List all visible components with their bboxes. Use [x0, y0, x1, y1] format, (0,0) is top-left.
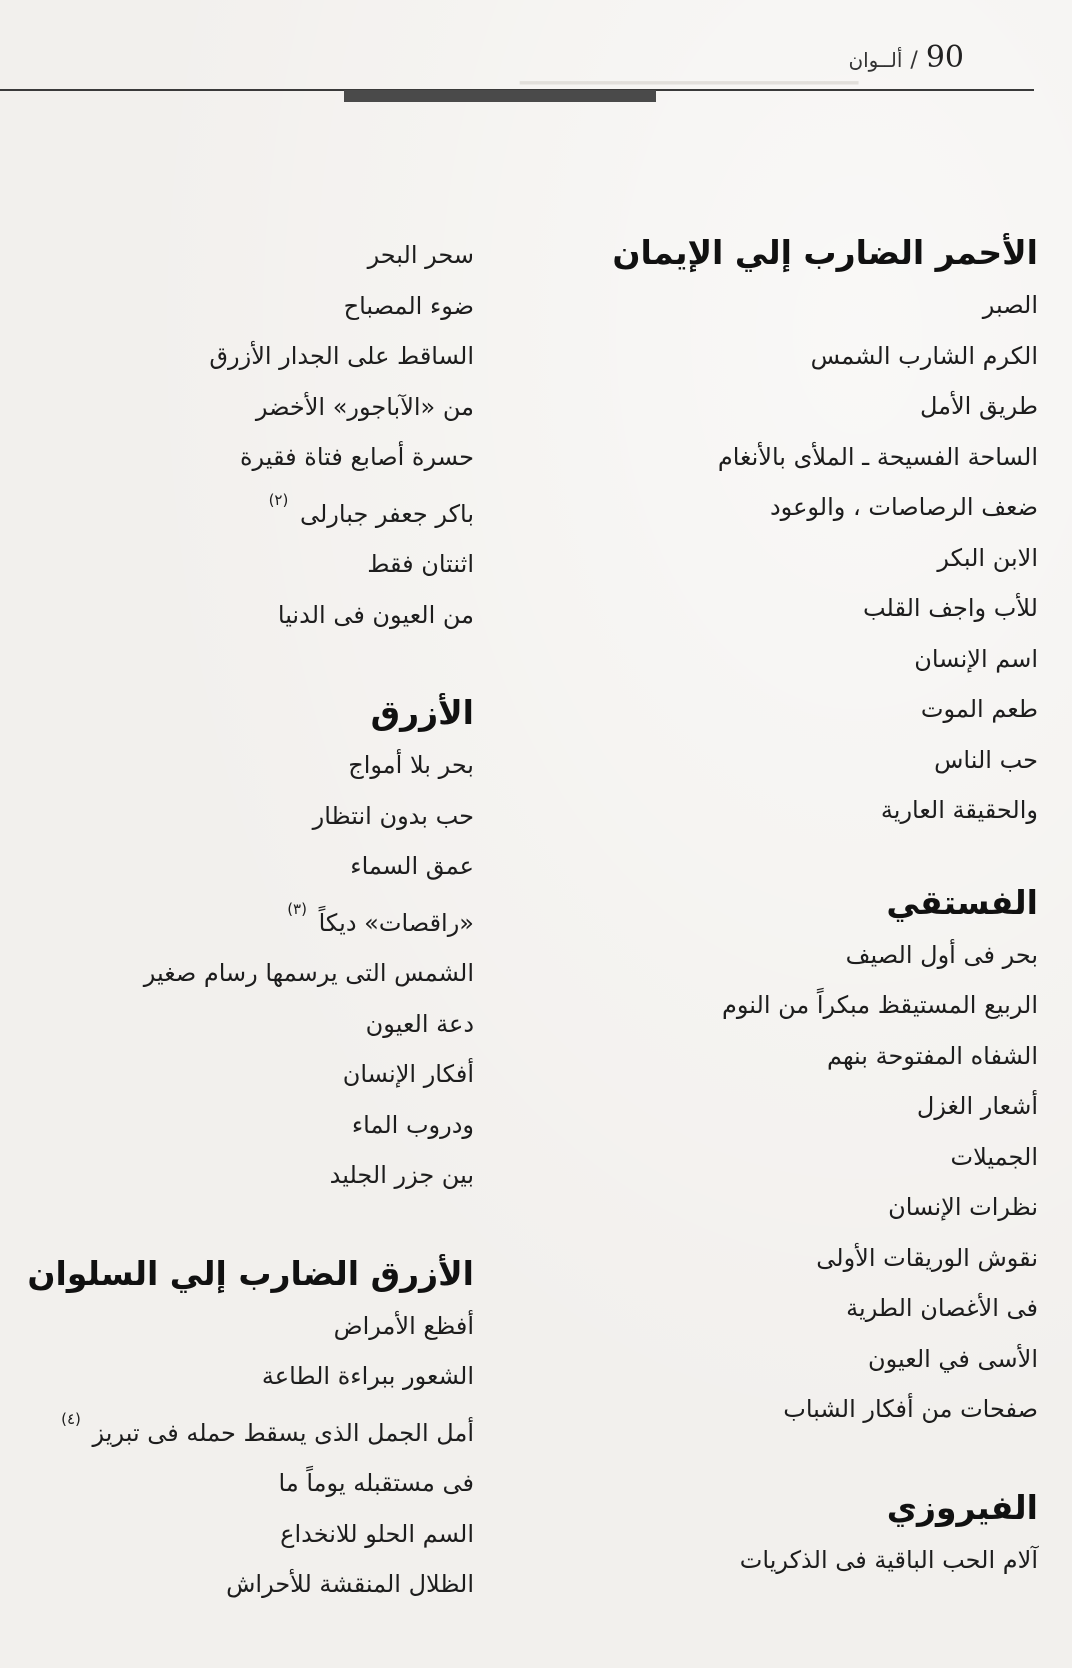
- section-gap: [518, 836, 1038, 880]
- poem-line: ضوء المصباح: [343, 291, 474, 320]
- poem-line: الشفاه المفتوحة بنهم: [827, 1041, 1038, 1070]
- footnote-marker: (٤): [61, 1409, 81, 1428]
- poem-line: الصبر: [982, 291, 1038, 319]
- poem-line: أشعار الغزل: [916, 1092, 1038, 1120]
- poem-line-text: أمل الجمل الذى يسقط حمله فى تبريز: [92, 1418, 474, 1447]
- poem-line: الظلال المنقشة للأحراش: [226, 1570, 474, 1598]
- poem-line: اثنتان فقط: [367, 550, 474, 578]
- section-gap: [14, 1201, 474, 1251]
- poem-line: الشعور ببراءة الطاعة: [261, 1362, 474, 1390]
- poem-line: والحقيقة العارية: [880, 796, 1038, 824]
- poem-line: من العيون فى الدنيا: [277, 600, 474, 629]
- section-heading-red-faith: الأحمر الضارب إلي الإيمان: [612, 233, 1038, 272]
- poem-line: الساحة الفسيحة ـ الملأى بالأنغام: [717, 442, 1038, 471]
- poem-line-text: «راقصات» ديكاً: [318, 908, 474, 937]
- poem-line: اسم الإنسان: [914, 644, 1038, 673]
- poem-line: الشمس التى يرسمها رسام صغير: [143, 959, 474, 987]
- poem-line: بحر فى أول الصيف: [845, 940, 1038, 969]
- poem-line: السم الحلو للانخداع: [280, 1519, 474, 1548]
- header-separator: /: [910, 48, 918, 73]
- section-gap: [14, 640, 474, 690]
- footnote-marker: (٢): [268, 490, 289, 509]
- poem-line: الربيع المستيقظ مبكراً من النوم: [722, 991, 1038, 1019]
- section-gap: [518, 1435, 1038, 1485]
- poem-line: ودروب الماء: [351, 1110, 474, 1139]
- poem-line: الساقط على الجدار الأزرق: [209, 342, 474, 370]
- header-bar: [344, 90, 656, 102]
- poem-line: حب بدون انتظار: [312, 801, 474, 830]
- footnote-marker: (٣): [287, 899, 307, 918]
- poem-line-with-footnote: [14, 483, 474, 540]
- section-heading-blue: الأزرق: [370, 693, 474, 732]
- poem-line: ضعف الرصاصات ، والوعود: [769, 493, 1038, 521]
- poem-line: فى مستقبله يوماً ما: [278, 1469, 474, 1497]
- poem-line: الأسى في العيون: [867, 1344, 1038, 1373]
- poem-line: نظرات الإنسان: [888, 1193, 1038, 1221]
- poem-line-with-footnote: [14, 892, 474, 949]
- poem-line: للأب واجف القلب: [862, 594, 1038, 622]
- poem-line: بحر بلا أمواج: [348, 751, 474, 779]
- poem-line: الكرم الشارب الشمس: [810, 341, 1038, 370]
- poem-line: فى الأغصان الطرية: [846, 1294, 1038, 1322]
- poem-line: نقوش الوريقات الأولى: [816, 1243, 1038, 1272]
- poem-line: بين جزر الجليد: [329, 1161, 474, 1189]
- page-header: [848, 40, 964, 75]
- poem-line-text: باكر جعفر جبارلى: [299, 499, 474, 528]
- poem-line: حسرة أصابع فتاة فقيرة: [239, 443, 474, 471]
- poem-line: حب الناس: [934, 745, 1038, 774]
- section-heading-turquoise: الفيروزي: [886, 1487, 1038, 1527]
- poem-line: آلام الحب الباقية فى الذكريات: [739, 1545, 1038, 1574]
- poem-line: أفكار الإنسان: [342, 1060, 474, 1088]
- poem-line: طعم الموت: [920, 695, 1038, 723]
- left-column: [14, 230, 474, 1610]
- poem-line: أفظع الأمراض: [333, 1311, 474, 1340]
- section-heading-pistachio: الفستقي: [886, 882, 1038, 922]
- bleed-through-decoration: ▁▁▁▁▁▁▁▁▁▁▁▁▁▁▁▁▁▁▁▁: [520, 60, 859, 85]
- poem-line: من «الآباجور» الأخضر: [255, 392, 474, 421]
- poem-line: سحر البحر: [367, 241, 474, 269]
- section-heading-blue-solace: الأزرق الضارب إلي السلوان: [27, 1253, 474, 1293]
- poem-line: صفحات من أفكار الشباب: [783, 1395, 1038, 1423]
- poem-line: عمق السماء: [350, 852, 474, 880]
- poem-line-with-footnote: [14, 1402, 474, 1459]
- poem-line: طريق الأمل: [919, 392, 1038, 420]
- poem-line: الابن البكر: [937, 543, 1038, 572]
- running-title: ألــوان: [848, 48, 903, 72]
- poem-line: دعة العيون: [365, 1009, 474, 1038]
- poem-line: الجميلات: [950, 1142, 1038, 1171]
- page-number: 90: [925, 40, 964, 75]
- right-column: [518, 230, 1038, 1585]
